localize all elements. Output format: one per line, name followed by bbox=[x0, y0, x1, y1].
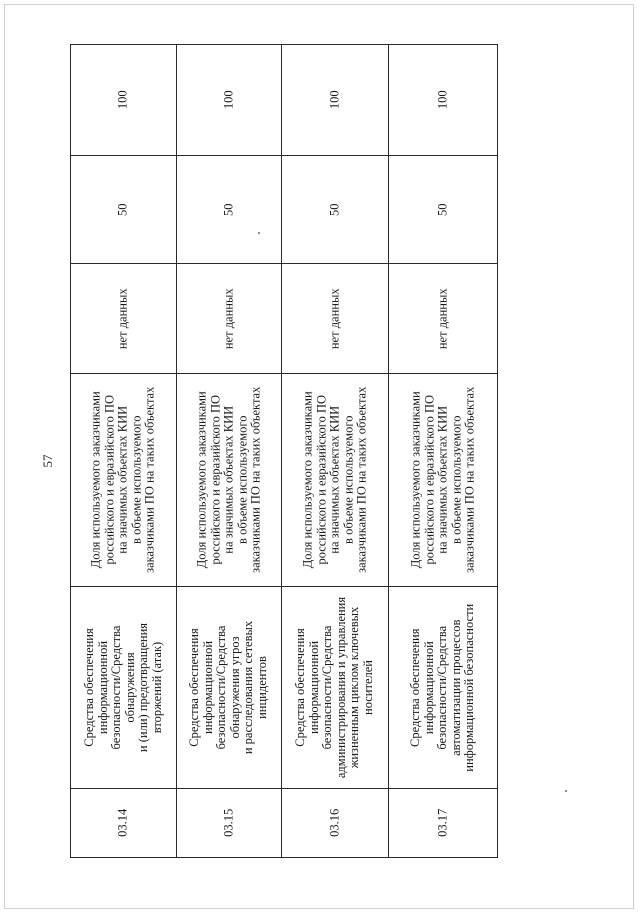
code-cell bbox=[71, 789, 176, 857]
scan-speck bbox=[258, 232, 260, 234]
baseline-cell bbox=[71, 264, 176, 373]
page-number-text: 57 bbox=[40, 454, 55, 468]
name-cell-text: Средства обеспечения информационной безопасности/Средства обнаружения и (или) предотвращения вторжений (атак) bbox=[82, 622, 164, 753]
indicator-cell-text: Доля используемого заказчиками российского и евразийского ПО на значимых объектах КИИ в объеме используемого заказчиками ПО на таких объектах bbox=[408, 386, 477, 574]
indicator-cell-text: Доля используемого заказчиками российского и евразийского ПО на значимых объектах КИИ в объеме используемого заказчиками ПО на таких объектах bbox=[194, 386, 263, 574]
table-column-divider bbox=[70, 857, 498, 858]
scan-speck bbox=[565, 790, 567, 792]
table-row-divider bbox=[497, 44, 498, 858]
target-2-cell-text: 100 bbox=[435, 90, 450, 110]
indicator-cell bbox=[282, 374, 388, 586]
target-1-cell bbox=[389, 156, 497, 263]
target-2-cell bbox=[389, 45, 497, 155]
indicator-cell bbox=[177, 374, 281, 586]
target-2-cell bbox=[177, 45, 281, 155]
baseline-cell bbox=[177, 264, 281, 373]
baseline-cell bbox=[282, 264, 388, 373]
name-cell-text: Средства обеспечения информационной безопасности/Средства администрирования и управления жизненным циклом ключевых носителей bbox=[293, 596, 376, 779]
target-2-cell-text: 100 bbox=[115, 90, 130, 110]
code-cell bbox=[282, 789, 388, 857]
indicator-cell-text: Доля используемого заказчиками российского и евразийского ПО на значимых объектах КИИ в объеме используемого заказчиками ПО на таких объектах bbox=[88, 386, 157, 574]
baseline-cell-text: нет данных bbox=[115, 288, 130, 349]
name-cell-text: Средства обеспечения информационной безопасности/Средства автоматизации процессов информационной безопасности bbox=[408, 603, 477, 772]
target-1-cell bbox=[282, 156, 388, 263]
target-2-cell-text: 100 bbox=[327, 90, 342, 110]
indicator-cell bbox=[389, 374, 497, 586]
target-2-cell bbox=[71, 45, 176, 155]
target-1-cell-text: 50 bbox=[327, 203, 342, 216]
baseline-cell-text: нет данных bbox=[435, 288, 450, 349]
code-cell-text: 03.14 bbox=[115, 808, 130, 838]
target-1-cell bbox=[71, 156, 176, 263]
code-cell-text: 03.17 bbox=[435, 808, 450, 838]
code-cell bbox=[177, 789, 281, 857]
target-1-cell bbox=[177, 156, 281, 263]
code-cell-text: 03.16 bbox=[327, 808, 342, 838]
name-cell bbox=[71, 587, 176, 788]
target-1-cell-text: 50 bbox=[221, 203, 236, 216]
indicator-cell-text: Доля используемого заказчиками российского и евразийского ПО на значимых объектах КИИ в объеме используемого заказчиками ПО на таких объектах bbox=[300, 386, 369, 574]
baseline-cell bbox=[389, 264, 497, 373]
target-1-cell-text: 50 bbox=[115, 203, 130, 216]
target-2-cell bbox=[282, 45, 388, 155]
baseline-cell-text: нет данных bbox=[221, 288, 236, 349]
code-cell-text: 03.15 bbox=[221, 808, 236, 838]
code-cell bbox=[389, 789, 497, 857]
name-cell-text: Средства обеспечения информационной безопасности/Средства обнаружения угроз и расследования сетевых инцидентов bbox=[187, 620, 270, 755]
name-cell bbox=[177, 587, 281, 788]
baseline-cell-text: нет данных bbox=[327, 288, 342, 349]
target-2-cell-text: 100 bbox=[221, 90, 236, 110]
target-1-cell-text: 50 bbox=[435, 203, 450, 216]
name-cell bbox=[282, 587, 388, 788]
indicator-cell bbox=[71, 374, 176, 586]
name-cell bbox=[389, 587, 497, 788]
